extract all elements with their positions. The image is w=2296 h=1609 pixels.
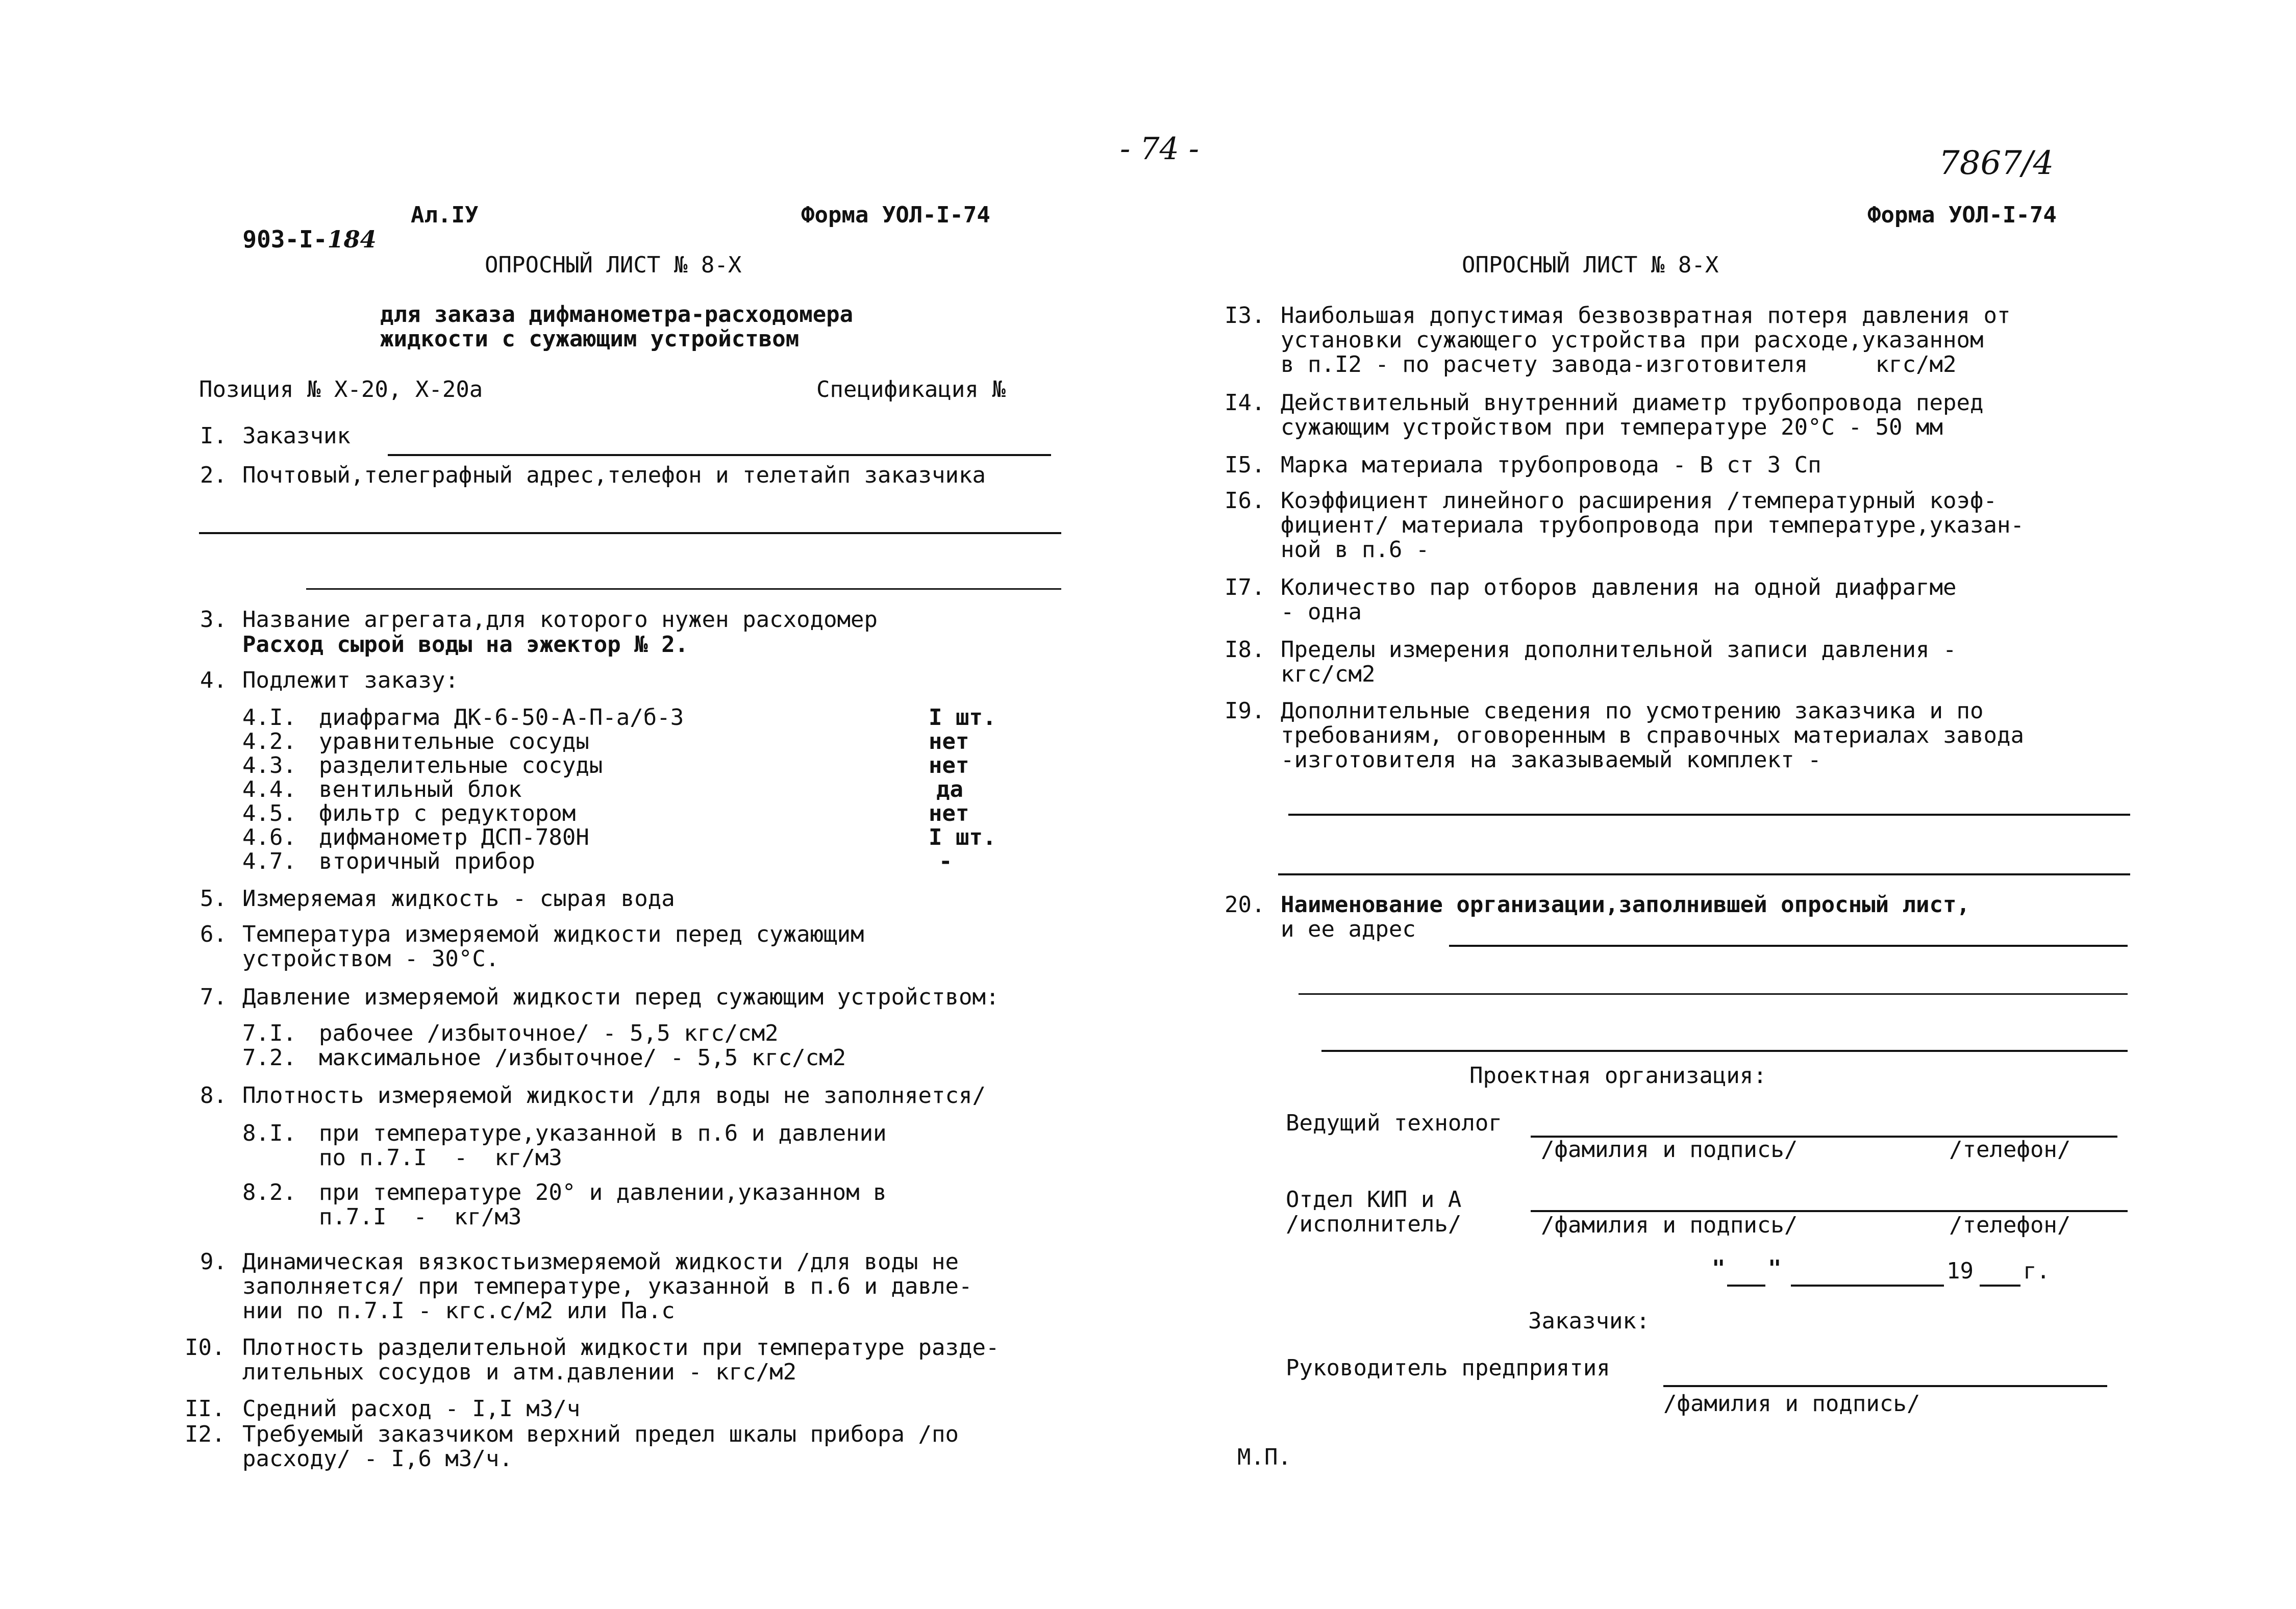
q4-item-num: 4.4. bbox=[242, 776, 296, 802]
q17-line1: Количество пар отборов давления на одной диафрагме bbox=[1281, 574, 1957, 600]
doc-code bbox=[214, 204, 377, 251]
right-title: ОПРОСНЫЙ ЛИСТ № 8-Х bbox=[1462, 252, 1719, 278]
q8-2-num: 8.2. bbox=[242, 1179, 296, 1205]
additional-info-line-1 bbox=[1288, 814, 2130, 816]
q4-item-num: 4.5. bbox=[242, 800, 296, 826]
date-year-line bbox=[1980, 1285, 2020, 1287]
date-year-suffix: г. bbox=[2023, 1258, 2050, 1284]
q7-1-num: 7.I. bbox=[242, 1020, 296, 1046]
q19-line3: -изготовителя на заказываемый комплект - bbox=[1281, 747, 1821, 773]
q4-item-text: диафрагма ДК-6-50-А-П-а/б-3 bbox=[319, 705, 684, 731]
q7-1-text: рабочее /избыточное/ - 5,5 кгс/см2 bbox=[319, 1020, 779, 1046]
q7-2-text: максимальное /избыточное/ - 5,5 кгс/см2 bbox=[319, 1045, 846, 1071]
date-year-prefix: 19 bbox=[1946, 1258, 1974, 1284]
q16-line2: фициент/ материала трубопровода при температуре,указан- bbox=[1281, 512, 2024, 538]
q8-1-line2: по п.7.I - кг/м3 bbox=[319, 1145, 562, 1171]
q19-num: I9. bbox=[1225, 698, 1265, 724]
q9-line2: заполняется/ при температуре, указанной в п.6 и давле- bbox=[242, 1273, 972, 1299]
q18-line2: кгс/см2 bbox=[1281, 661, 1376, 687]
q2-label: Почтовый,телеграфный адрес,телефон и телетайп заказчика bbox=[242, 462, 986, 488]
q4-item-text: фильтр с редуктором bbox=[319, 800, 576, 826]
q8-2-line1: при температуре 20° и давлении,указанном в bbox=[319, 1179, 887, 1205]
stamp-label: М.П. bbox=[1237, 1444, 1291, 1470]
q9-num: 9. bbox=[200, 1249, 227, 1275]
q11-num: II. bbox=[185, 1396, 226, 1422]
q4-item-text: вентильный блок bbox=[319, 776, 522, 802]
design-org-label: Проектная организация: bbox=[1469, 1063, 1767, 1089]
q6-num: 6. bbox=[200, 921, 227, 947]
q4-item-num: 4.I. bbox=[242, 705, 296, 731]
q18-num: I8. bbox=[1225, 637, 1265, 663]
q16-num: I6. bbox=[1225, 488, 1265, 514]
q4-item-text: дифманометр ДСП-780Н bbox=[319, 824, 589, 850]
q4-item-text: разделительные сосуды bbox=[319, 752, 603, 778]
q12-line2: расходу/ - I,6 м3/ч. bbox=[242, 1446, 513, 1472]
q19-line1: Дополнительные сведения по усмотрению заказчика и по bbox=[1281, 698, 1984, 724]
date-day-line bbox=[1727, 1285, 1765, 1287]
q20-line1: Наименование организации,заполнившей опросный лист, bbox=[1281, 892, 1970, 918]
q4-item-value: нет bbox=[929, 752, 969, 778]
q13-line2: установки сужающего устройства при расходе,указанном bbox=[1281, 327, 1984, 353]
q8-2-line2: п.7.I - кг/м3 bbox=[319, 1204, 522, 1230]
address-line-1 bbox=[199, 532, 1061, 534]
archive-number: 7867/4 bbox=[1939, 144, 2054, 182]
doc-code-handwritten: 184 bbox=[327, 225, 377, 253]
q12-line1: Требуемый заказчиком верхний предел шкалы прибора /по bbox=[242, 1421, 959, 1447]
q10-line2: лительных сосудов и атм.давлении - кгс/м2 bbox=[242, 1359, 797, 1385]
q8-num: 8. bbox=[200, 1083, 227, 1109]
head-sign-line bbox=[1663, 1385, 2107, 1387]
lead-technologist-label: Ведущий технолог bbox=[1286, 1110, 1502, 1136]
q16-line1: Коэффициент линейного расширения /температурный коэф- bbox=[1281, 488, 1997, 514]
q5-num: 5. bbox=[200, 886, 227, 912]
q20-line2: и ее адрес bbox=[1281, 916, 1416, 942]
q4-num: 4. bbox=[200, 667, 227, 693]
q3-num: 3. bbox=[200, 607, 227, 633]
q4-item-num: 4.6. bbox=[242, 824, 296, 850]
form-label-right: Форма УОЛ-I-74 bbox=[1867, 202, 2057, 228]
q4-item-num: 4.7. bbox=[242, 848, 296, 874]
q10-num: I0. bbox=[185, 1335, 226, 1361]
q14-line1: Действительный внутренний диаметр трубопровода перед bbox=[1281, 390, 1984, 416]
left-subtitle-2: жидкости с сужающим устройством bbox=[380, 326, 800, 352]
address-line-2 bbox=[306, 588, 1061, 590]
q11-text: Средний расход - I,I м3/ч bbox=[242, 1396, 581, 1422]
customer-line bbox=[388, 454, 1051, 456]
q8-1-line1: при температуре,указанной в п.6 и давлении bbox=[319, 1120, 887, 1146]
org-address-line-1 bbox=[1449, 945, 2128, 947]
kip-sign-caption: /фамилия и подпись/ bbox=[1541, 1212, 1798, 1238]
q7-2-num: 7.2. bbox=[242, 1045, 296, 1071]
q20-num: 20. bbox=[1225, 892, 1265, 918]
q4-item-value: I шт. bbox=[929, 824, 996, 850]
q5-text: Измеряемая жидкость - сырая вода bbox=[242, 886, 675, 912]
org-address-line-3 bbox=[1321, 1050, 2128, 1052]
q3-line2: Расход сырой воды на эжектор № 2. bbox=[242, 632, 689, 658]
date-quote-close: " bbox=[1768, 1255, 1782, 1281]
q9-line1: Динамическая вязкостьизмеряемой жидкости /для воды не bbox=[242, 1249, 959, 1275]
head-label: Руководитель предприятия bbox=[1286, 1355, 1610, 1381]
q6-line2: устройством - 30°С. bbox=[242, 946, 500, 972]
q3-line1: Название агрегата,для которого нужен расходомер bbox=[242, 607, 878, 633]
q16-line3: ной в п.6 - bbox=[1281, 537, 1430, 563]
q12-num: I2. bbox=[185, 1421, 226, 1447]
q7-text: Давление измеряемой жидкости перед сужающим устройством: bbox=[242, 984, 1000, 1010]
q4-item-value: I шт. bbox=[929, 705, 996, 731]
q13-line1: Наибольшая допустимая безвозвратная потеря давления от bbox=[1281, 303, 2011, 329]
q18-line1: Пределы измерения дополнительной записи давления - bbox=[1281, 637, 1957, 663]
kip-phone-caption: /телефон/ bbox=[1949, 1212, 2071, 1238]
additional-info-line-2 bbox=[1278, 873, 2130, 875]
q19-line2: требованиям, оговоренным в справочных материалах завода bbox=[1281, 722, 2024, 748]
q4-item-num: 4.3. bbox=[242, 752, 296, 778]
date-month-line bbox=[1791, 1285, 1944, 1287]
q9-line3: нии по п.7.I - кгс.с/м2 или Па.с bbox=[242, 1298, 675, 1324]
q8-text: Плотность измеряемой жидкости /для воды не заполняется/ bbox=[242, 1083, 986, 1109]
form-label-left: Форма УОЛ-I-74 bbox=[801, 202, 990, 228]
kip-dept-label: Отдел КИП и А bbox=[1286, 1187, 1462, 1213]
q13-num: I3. bbox=[1225, 303, 1265, 329]
position-field: Позиция № Х-20, Х-20а bbox=[199, 376, 483, 403]
q13-line3: в п.I2 - по расчету завода-изготовителя кгс/м2 bbox=[1281, 351, 1957, 378]
q15-num: I5. bbox=[1225, 452, 1265, 478]
q17-num: I7. bbox=[1225, 574, 1265, 600]
q4-item-value: нет bbox=[929, 800, 969, 826]
q4-item-value: - bbox=[939, 848, 953, 874]
left-subtitle-1: для заказа дифманометра-расходомера bbox=[380, 301, 854, 328]
q4-label: Подлежит заказу: bbox=[242, 667, 459, 693]
q4-item-text: уравнительные сосуды bbox=[319, 728, 589, 755]
customer-label: Заказчик: bbox=[1528, 1308, 1650, 1334]
page-number: - 74 - bbox=[1120, 131, 1200, 167]
q10-line1: Плотность разделительной жидкости при температуре разде- bbox=[242, 1335, 1000, 1361]
q17-line2: - одна bbox=[1281, 599, 1362, 625]
album-number: Ал.IУ bbox=[411, 202, 479, 228]
org-address-line-2 bbox=[1299, 993, 2128, 995]
q4-item-value: нет bbox=[929, 728, 969, 755]
specification-field: Спецификация № bbox=[816, 376, 1006, 403]
q14-line2: сужающим устройством при температуре 20°С - 50 мм bbox=[1281, 414, 1943, 440]
left-title: ОПРОСНЫЙ ЛИСТ № 8-Х bbox=[485, 252, 742, 278]
q8-1-num: 8.I. bbox=[242, 1120, 296, 1146]
lead-technologist-sign-caption: /фамилия и подпись/ bbox=[1541, 1137, 1798, 1163]
date-quote-open: " bbox=[1712, 1255, 1726, 1281]
head-sign-caption: /фамилия и подпись/ bbox=[1663, 1391, 1920, 1417]
q4-item-num: 4.2. bbox=[242, 728, 296, 755]
q6-line1: Температура измеряемой жидкости перед сужающим bbox=[242, 921, 864, 947]
q2-num: 2. bbox=[200, 462, 227, 488]
q7-num: 7. bbox=[200, 984, 227, 1010]
lead-technologist-phone-caption: /телефон/ bbox=[1949, 1137, 2071, 1163]
q4-item-value: да bbox=[936, 776, 963, 802]
executor-label: /исполнитель/ bbox=[1286, 1211, 1462, 1237]
q4-item-text: вторичный прибор bbox=[319, 848, 535, 874]
q1-num: I. bbox=[200, 423, 227, 449]
doc-code-printed: 903-I- bbox=[242, 225, 328, 253]
q1-label: Заказчик bbox=[242, 423, 351, 449]
q15-text: Марка материала трубопровода - В ст 3 Сп bbox=[1281, 452, 1821, 478]
q14-num: I4. bbox=[1225, 390, 1265, 416]
